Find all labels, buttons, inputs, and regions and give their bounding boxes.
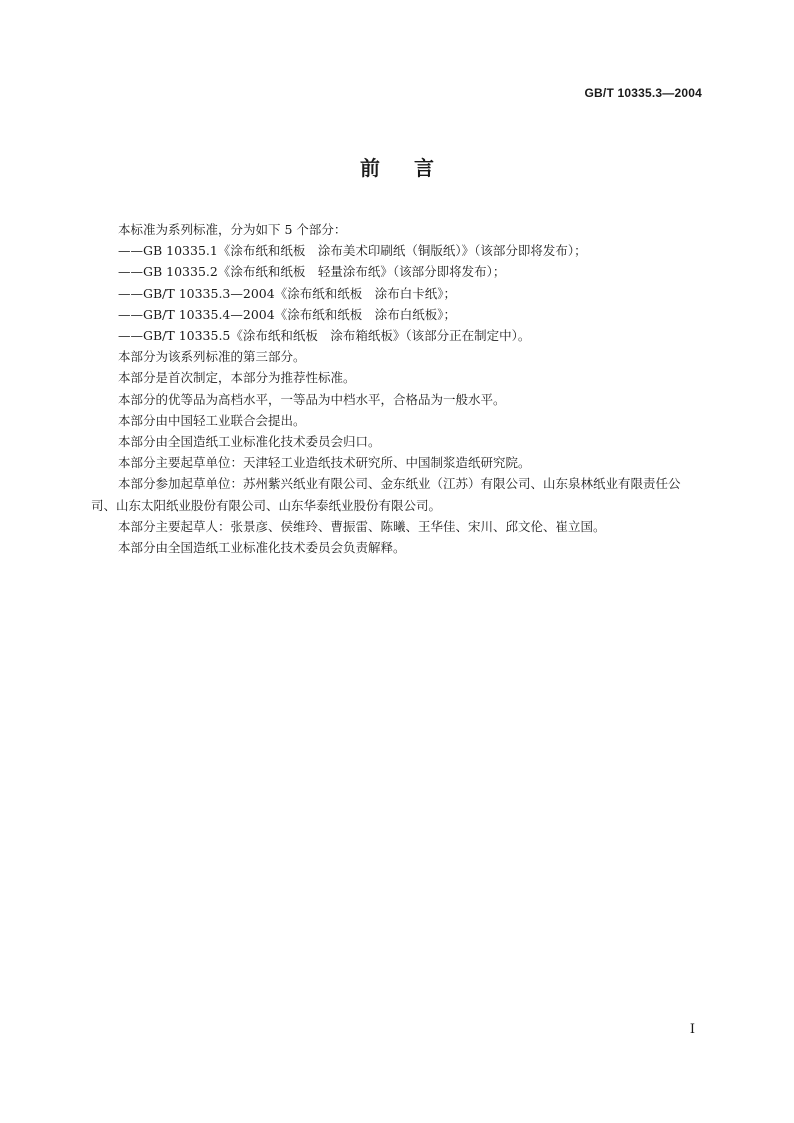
paragraph-interpretation: 本部分由全国造纸工业标准化技术委员会负责解释。 xyxy=(118,540,406,556)
page-title: 前言 xyxy=(360,156,468,180)
part-list-item: ——GB/T 10335.3—2004《涂布纸和纸板 涂布白卡纸》； xyxy=(118,285,456,301)
paragraph-series-part: 本部分为该系列标准的第三部分。 xyxy=(118,349,306,365)
paragraph-proposed-by: 本部分由中国轻工业联合会提出。 xyxy=(118,412,306,428)
document-body xyxy=(91,219,705,558)
paragraph-main-drafters: 本部分主要起草人：张景彦、侯维玲、曹振雷、陈曦、王华佳、宋川、邱文伦、崔立国。 xyxy=(118,518,606,534)
page-number: I xyxy=(689,1022,695,1037)
part-list-item: ——GB/T 10335.4—2004《涂布纸和纸板 涂布白纸板》； xyxy=(118,306,456,322)
paragraph-centralized-by: 本部分由全国造纸工业标准化技术委员会归口。 xyxy=(118,434,381,450)
part-list-item: ——GB 10335.1《涂布纸和纸板 涂布美术印刷纸（铜版纸）》（该部分即将发布）； xyxy=(118,243,587,259)
paragraph-participating-orgs: 本部分参加起草单位：苏州紫兴纸业有限公司、金东纸业（江苏）有限公司、山东泉林纸业有限责任公司、山东太阳纸业股份有限公司、山东华泰纸业股份有限公司。 xyxy=(91,476,681,513)
paragraph-grades: 本部分的优等品为高档水平，一等品为中档水平，合格品为一般水平。 xyxy=(118,391,506,407)
intro-paragraph: 本标准为系列标准，分为如下 5 个部分： xyxy=(118,222,347,237)
part-list-item: ——GB/T 10335.5《涂布纸和纸板 涂布箱纸板》（该部分正在制定中）。 xyxy=(118,328,531,344)
paragraph-main-drafters-org: 本部分主要起草单位：天津轻工业造纸技术研究所、中国制浆造纸研究院。 xyxy=(118,455,531,471)
paragraph-first-edition: 本部分是首次制定，本部分为推荐性标准。 xyxy=(118,370,356,386)
standard-code: GB/T 10335.3—2004 xyxy=(584,86,702,100)
part-list-item: ——GB 10335.2《涂布纸和纸板 轻量涂布纸》（该部分即将发布）； xyxy=(118,264,506,280)
